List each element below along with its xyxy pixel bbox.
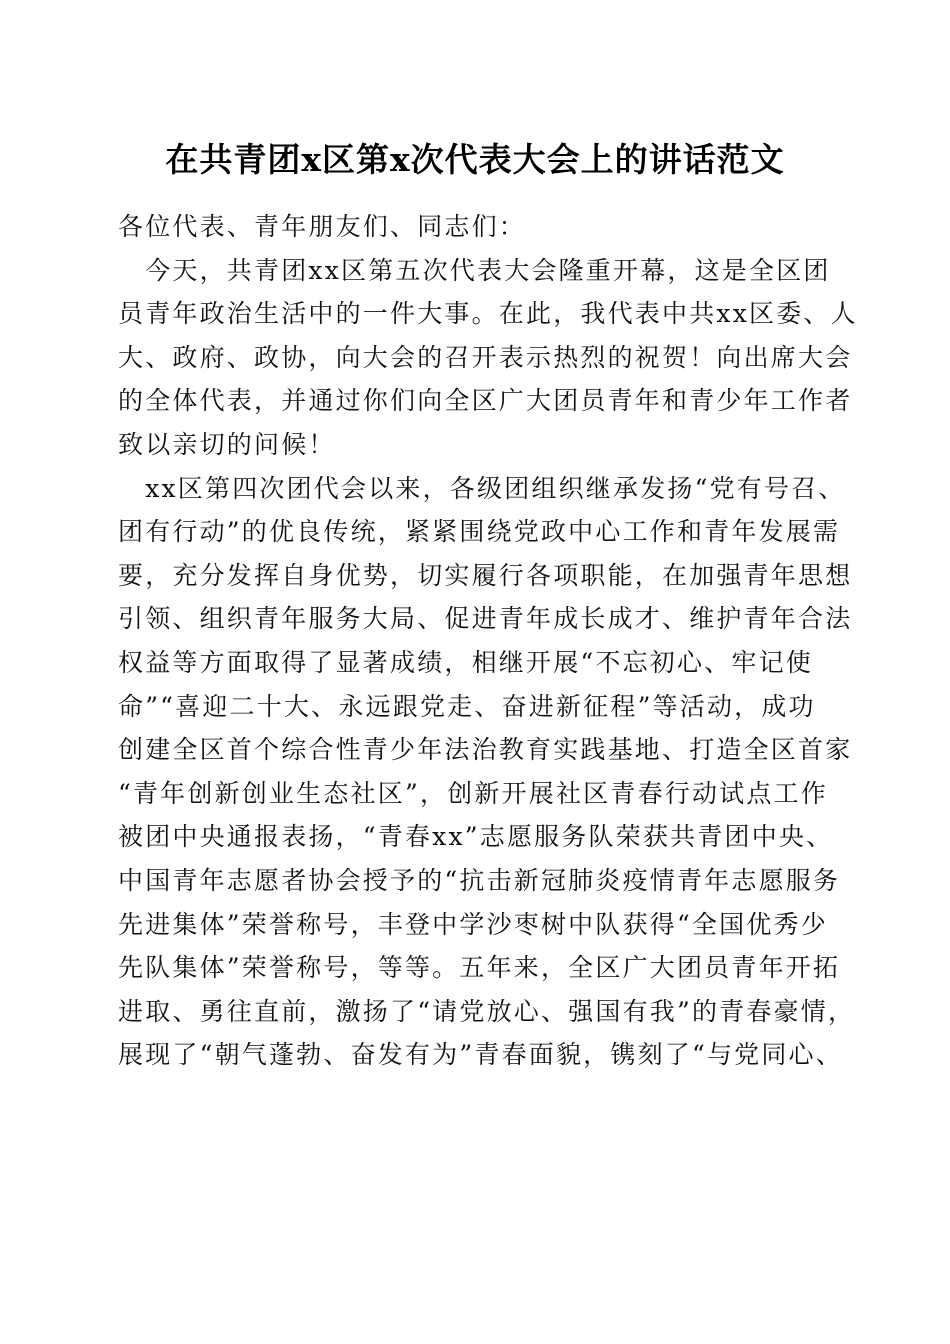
- text-line: 各位代表、青年朋友们、同志们：: [118, 212, 527, 241]
- text-line: 大、政府、政协，向大会的召开表示热烈的祝贺！向出席大会: [118, 342, 853, 372]
- text-line: 创建全区首个综合性青少年法治教育实践基地、打造全区首家: [118, 735, 853, 765]
- text-line: 被团中央通报表扬，“青春xx”志愿服务队荣获共青团中央、: [118, 822, 834, 852]
- text-line: 展现了“朝气蓬勃、奋发有为”青春面貌，镌刻了“与党同心、: [118, 1040, 843, 1070]
- text-line: 的全体代表，并通过你们向全区广大团员青年和青少年工作者: [118, 386, 853, 416]
- text-line: 今天，共青团xx区第五次代表大会隆重开幕，这是全区团: [118, 255, 831, 285]
- document-body: [118, 205, 858, 1077]
- text-line: xx区第四次团代会以来，各级团组织继承发扬“党有号召、: [118, 473, 846, 503]
- text-line: 员青年政治生活中的一件大事。在此，我代表中共xx区委、人: [118, 299, 858, 329]
- text-line: 引领、组织青年服务大局、促进青年成长成才、维护青年合法: [118, 604, 853, 634]
- text-line: 先队集体”荣誉称号，等等。五年来，全区广大团员青年开拓: [118, 953, 841, 983]
- text-line: 要，充分发挥自身优势，切实履行各项职能，在加强青年思想: [118, 560, 853, 590]
- text-line: “青年创新创业生态社区”，创新开展社区青春行动试点工作: [118, 778, 828, 808]
- document-title: 在共青团x区第x次代表大会上的讲话范文: [165, 140, 785, 179]
- text-line: 先进集体”荣誉称号，丰登中学沙枣树中队获得“全国优秀少: [118, 909, 828, 939]
- text-line: 中国青年志愿者协会授予的“抗击新冠肺炎疫情青年志愿服务: [118, 865, 841, 895]
- text-line: 命”“喜迎二十大、永远跟党走、奋进新征程”等活动，成功: [118, 691, 816, 721]
- text-line: 进取、勇往直前，激扬了“请党放心、强国有我”的青春豪情，: [118, 996, 856, 1026]
- text-line: 团有行动”的优良传统，紧紧围绕党政中心工作和青年发展需: [118, 517, 841, 547]
- text-line: 权益等方面取得了显著成绩，相继开展“不忘初心、牢记使: [118, 647, 813, 677]
- text-line: 致以亲切的问候！: [118, 429, 336, 459]
